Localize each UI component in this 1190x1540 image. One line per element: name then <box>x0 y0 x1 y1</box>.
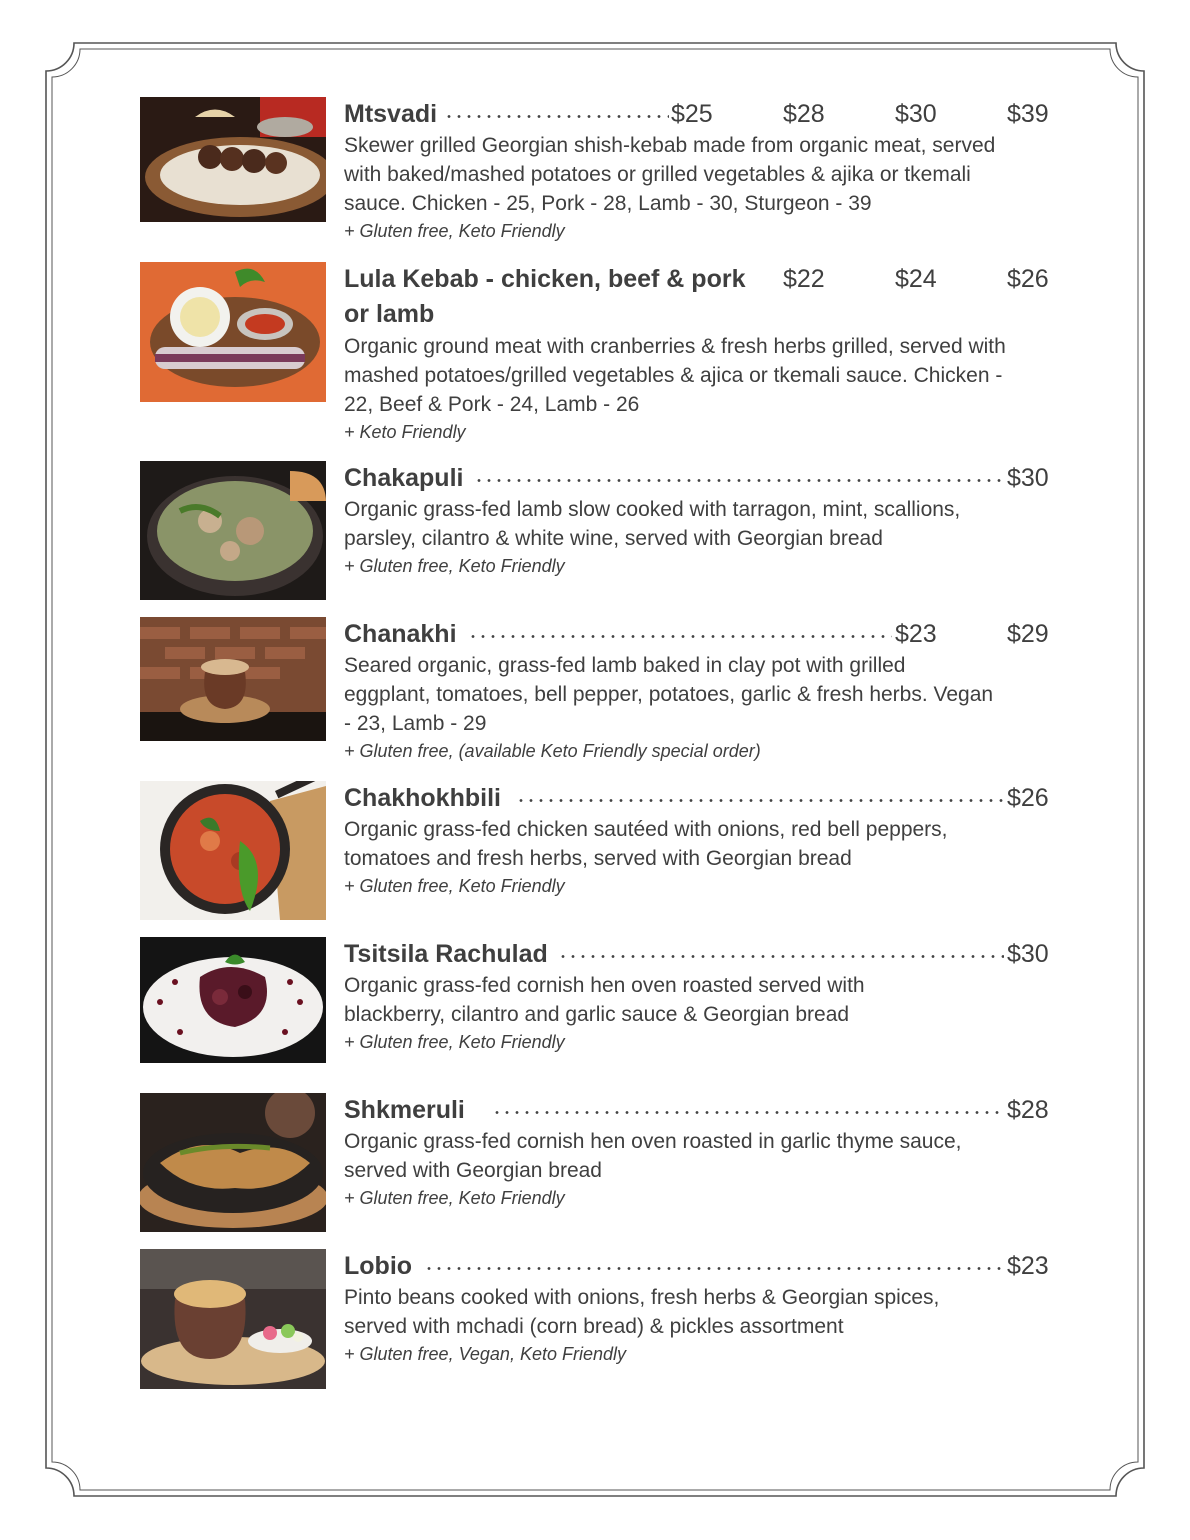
item-description: Organic grass-fed chicken sautéed with onions, red bell peppers, tomatoes and fresh herbs, served with Georgian bread <box>344 818 948 870</box>
item-name: Lobio <box>344 1249 418 1283</box>
item-dietary-note: + Gluten free, Keto Friendly <box>344 876 565 896</box>
item-dietary-note: + Keto Friendly <box>344 422 466 442</box>
chakapuli-photo <box>140 461 326 600</box>
item-price: $30 <box>895 100 937 128</box>
item-name: Chakapuli <box>344 461 469 495</box>
item-dietary-note: + Gluten free, Keto Friendly <box>344 1032 565 1052</box>
item-name: Chanakhi <box>344 617 463 651</box>
item-price: $26 <box>1007 265 1049 293</box>
item-price: $25 <box>671 100 713 128</box>
item-price: $24 <box>895 265 937 293</box>
chanakhi-photo <box>140 617 326 741</box>
item-description: Organic grass-fed lamb slow cooked with tarragon, mint, scallions, parsley, cilantro & white wine, served with Georgian bread <box>344 498 961 550</box>
shkmeruli-photo <box>140 1093 326 1232</box>
item-dietary-note: + Gluten free, Keto Friendly <box>344 1188 565 1208</box>
item-price: $23 <box>1007 1252 1049 1280</box>
item-name: Lula Kebab - chicken, beef & pork or lamb <box>344 262 770 332</box>
item-description: Seared organic, grass-fed lamb baked in clay pot with grilled eggplant, tomatoes, bell pepper, potatoes, garlic & fresh herbs. Vegan - 23, Lamb - 29 <box>344 654 994 735</box>
item-dietary-note: + Gluten free, Keto Friendly <box>344 556 565 576</box>
mtsvadi-photo <box>140 97 326 222</box>
item-price: $28 <box>783 100 825 128</box>
item-price: $29 <box>1007 620 1049 648</box>
item-dietary-note: + Gluten free, (available Keto Friendly special order) <box>344 741 761 761</box>
lula-kebab-photo <box>140 262 326 402</box>
item-price: $26 <box>1007 784 1049 812</box>
item-description: Organic grass-fed cornish hen oven roasted served with blackberry, cilantro and garlic sauce & Georgian bread <box>344 974 865 1026</box>
item-price: $30 <box>1007 464 1049 492</box>
item-description: Organic ground meat with cranberries & fresh herbs grilled, served with mashed potatoes/grilled vegetables & ajica or tkemali sauce. Chicken - 22, Beef & Pork - 24, Lamb - 26 <box>344 335 1006 416</box>
item-description: Skewer grilled Georgian shish-kebab made from organic meat, served with baked/mashed potatoes or grilled vegetables & ajika or tkemali sauce. Chicken - 25, Pork - 28, Lamb - 30, Sturgeon - 39 <box>344 134 996 215</box>
item-price: $28 <box>1007 1096 1049 1124</box>
item-description: Organic grass-fed cornish hen oven roasted in garlic thyme sauce, served with Georgian bread <box>344 1130 962 1182</box>
lobio-photo <box>140 1249 326 1389</box>
item-name: Tsitsila Rachulad <box>344 937 554 971</box>
item-price: $39 <box>1007 100 1049 128</box>
item-price: $23 <box>895 620 937 648</box>
item-description: Pinto beans cooked with onions, fresh herbs & Georgian spices, served with mchadi (corn bread) & pickles assortment <box>344 1286 940 1338</box>
item-dietary-note: + Gluten free, Keto Friendly <box>344 221 565 241</box>
item-name: Chakhokhbili <box>344 781 507 815</box>
chakhokhbili-photo <box>140 781 326 920</box>
tsitsila-rachulad-photo <box>140 937 326 1063</box>
item-name: Mtsvadi <box>344 97 443 131</box>
item-name: Shkmeruli <box>344 1093 471 1127</box>
item-dietary-note: + Gluten free, Vegan, Keto Friendly <box>344 1344 626 1364</box>
item-price: $30 <box>1007 940 1049 968</box>
item-price: $22 <box>783 265 825 293</box>
